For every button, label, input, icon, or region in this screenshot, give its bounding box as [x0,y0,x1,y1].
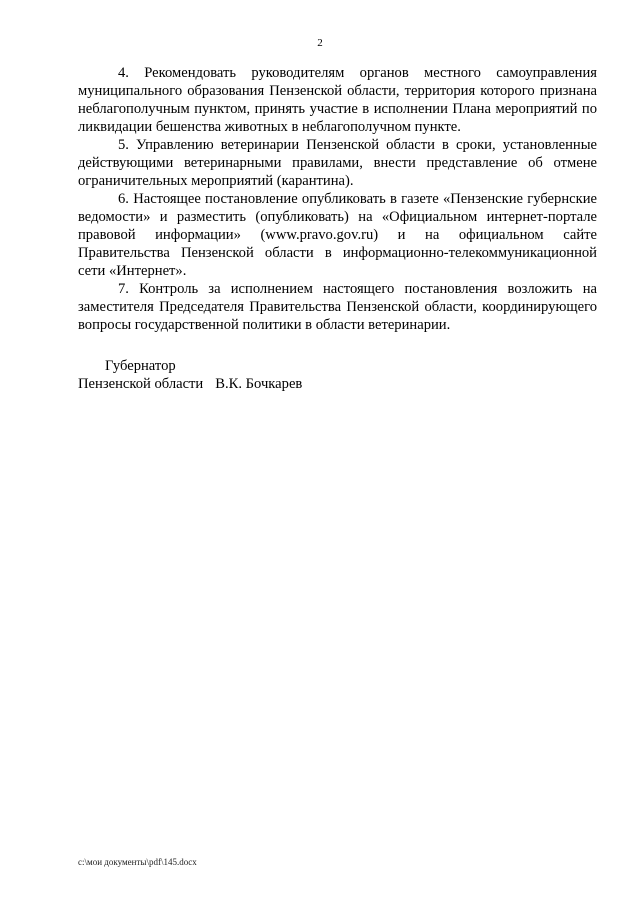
document-body [78,64,597,334]
file-path-footer: c:\мои документы\pdf\145.docx [78,857,197,867]
page-number: 2 [317,37,323,49]
paragraph-6: 6. Настоящее постановление опубликовать в газете «Пензенские губернские ведомости» и разместить (опубликовать) на «Официальном интернет-портале правовой информации» (www.pravo.gov.ru) и на официальном сайте Правительства Пензенской области в информационно-телекоммуникационной сети «Интернет». [78,191,597,279]
signatory-name: В.К. Бочкарев [215,376,303,392]
signatory-region-line [78,375,302,393]
signature-block [78,357,302,393]
paragraph-5: 5. Управлению ветеринарии Пензенской области в сроки, установленные действующими ветеринарными правилами, внести представление об отмене ограничительных мероприятий (карантина). [78,137,597,189]
paragraph-7: 7. Контроль за исполнением настоящего постановления возложить на заместителя Председателя Правительства Пензенской области, координирующего вопросы государственной политики в области ветеринарии. [78,281,597,333]
signatory-position: Губернатор [105,358,176,374]
paragraph-4: 4. Рекомендовать руководителям органов местного самоуправления муниципального образования Пензенской области, территория которого признана неблагополучным пунктом, принять участие в исполнении Плана мероприятий по ликвидации бешенства животных в неблагополучном пункте. [78,65,597,135]
signatory-region: Пензенской области [78,376,204,392]
